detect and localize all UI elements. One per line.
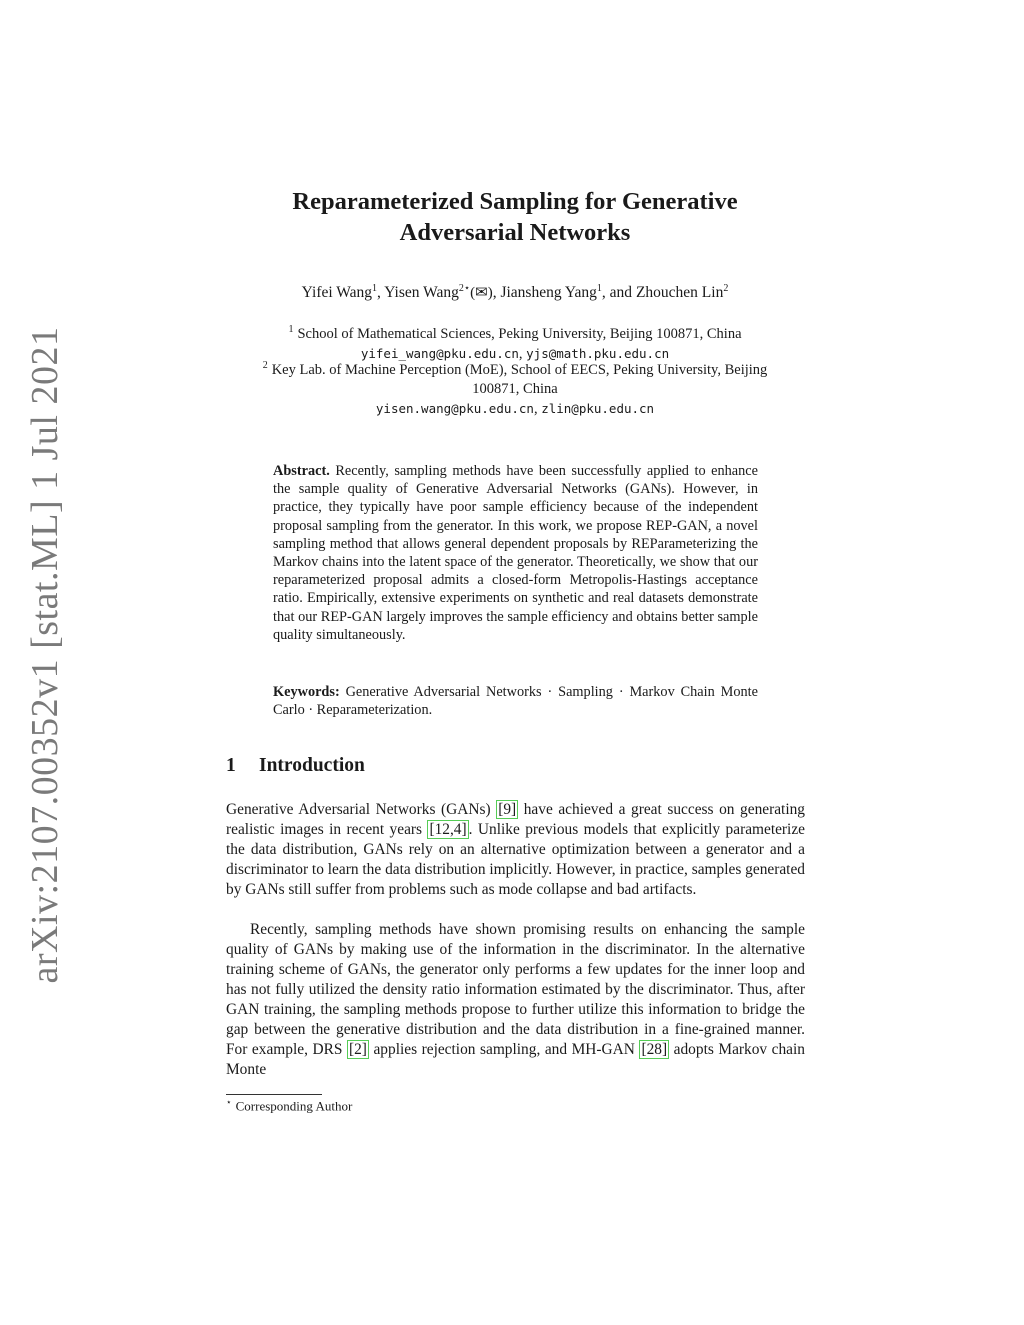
affiliation-text: Key Lab. of Machine Perception (MoE), School of EECS, Peking University, Beijing bbox=[271, 361, 768, 378]
footnote-text: Corresponding Author bbox=[235, 1098, 353, 1114]
body-text: applies rejection sampling, and MH-GAN bbox=[368, 1041, 640, 1058]
email-link[interactable]: yisen.wang@pku.edu.cn bbox=[375, 400, 534, 416]
footnote-symbol: ⋆ bbox=[226, 1097, 232, 1107]
intro-paragraph-2 bbox=[226, 920, 805, 1080]
arxiv-stamp: arXiv:2107.00352v1 [stat.ML] 1 Jul 2021 bbox=[24, 326, 66, 984]
intro-paragraph-1 bbox=[226, 800, 805, 900]
affiliation-1: $^1$ School of Mathematical Sciences, Peking University, Beijing 100871, China yifei_wang@pku.edu.cn, yjs@math.pku.edu.cn bbox=[288, 324, 742, 362]
author-sup: 2⋆ bbox=[458, 283, 471, 294]
abstract-label: Abstract. bbox=[273, 463, 330, 479]
email-link[interactable]: yifei_wang@pku.edu.cn bbox=[360, 345, 519, 361]
citation-link[interactable]: [2] bbox=[348, 1041, 367, 1058]
body-text: Generative Adversarial Networks (GANs) bbox=[226, 801, 497, 818]
author-and: , and bbox=[601, 284, 633, 302]
author-name: Zhouchen Lin bbox=[635, 284, 724, 302]
author-sup: 1 bbox=[596, 283, 602, 294]
abstract bbox=[273, 462, 758, 644]
paper-title bbox=[200, 186, 830, 248]
author-sup: 1 bbox=[372, 283, 378, 294]
keywords bbox=[273, 683, 758, 719]
section-heading bbox=[226, 755, 365, 777]
body-text: . Unlike previous models that explicitly parameterize the data distribution, GANs rely on an alternative optimization between a generator and a discriminator to learn the data distribution implicitly. However, in practice, samples generated by GANs still suffer from problems such as mode collapse and bad artifacts. bbox=[226, 821, 805, 898]
affiliation-2: $^2$ Key Lab. of Machine Perception (MoE), School of EECS, Peking University, Beijing 100871, China yisen.wang@pku.edu.cn, zlin@pku.edu.cn bbox=[220, 356, 810, 419]
citation-link[interactable]: [12,4] bbox=[429, 821, 467, 838]
affiliation-sup: 1 bbox=[288, 324, 294, 335]
title-line-2: Adversarial Networks bbox=[399, 219, 631, 246]
section-title: Introduction bbox=[259, 755, 365, 776]
author-list: Yifei Wang$^1$, Yisen Wang$^{2⋆}$(✉), Jiansheng Yang$^1$, and Zhouchen Lin$^2$ bbox=[301, 283, 729, 302]
email-link[interactable]: zlin@pku.edu.cn bbox=[541, 400, 655, 416]
body-text: have achieved a great success on generating realistic images in recent years bbox=[226, 801, 806, 838]
affiliation-sup: 2 bbox=[262, 360, 268, 371]
body-text: Recently, sampling methods have shown promising results on enhancing the sample quality of GANs by making use of the information in the discriminator. In the alternative training scheme of GANs, the generator only performs a few updates for the inner loop and has not fully utilized the density ratio information estimated by the discriminator. Thus, after GAN training, the sampling methods propose to further utilize this information to bridge the gap between the generative distribution and the data distribution in a fine-grained manner. For example, DRS bbox=[226, 921, 805, 1058]
abstract-text: Recently, sampling methods have been successfully applied to enhance the sample quality of Generative Adversarial Networks (GANs). However, in practice, they typically have poor sample efficiency because of the independent proposal sampling from the generator. In this work, we propose REP-GAN, a novel sampling method that allows general dependent proposals by REParameterizing the Markov chains into the latent space of the generator. Theoretically, we show that our reparameterized proposal admits a closed-form Metropolis-Hastings acceptance ratio. Empirically, extensive experiments on synthetic and real datasets demonstrate that our REP-GAN largely improves the sample efficiency and obtains better sample quality simultaneously. bbox=[273, 463, 758, 643]
author-name: Yifei Wang bbox=[301, 284, 373, 302]
citation-link[interactable]: [28] bbox=[641, 1041, 668, 1058]
body-text: adopts Markov chain Monte bbox=[226, 1041, 805, 1078]
email-link[interactable]: yjs@math.pku.edu.cn bbox=[526, 345, 670, 361]
author-sup: 2 bbox=[723, 283, 729, 294]
author-name: Jiansheng Yang bbox=[500, 284, 597, 302]
title-line-1: Reparameterized Sampling for Generative bbox=[292, 188, 738, 215]
affiliation-text: School of Mathematical Sciences, Peking University, Beijing 100871, China bbox=[297, 325, 742, 342]
author-name: Yisen Wang bbox=[384, 284, 459, 302]
keywords-label: Keywords: bbox=[273, 684, 340, 700]
mail-icon: (✉) bbox=[470, 285, 493, 302]
affiliation-text: 100871, China bbox=[472, 380, 558, 397]
keywords-text: Generative Adversarial Networks · Sampling · Markov Chain Monte Carlo · Reparameterization. bbox=[273, 684, 758, 719]
section-number: 1 bbox=[226, 755, 236, 776]
footnote-rule bbox=[226, 1094, 322, 1095]
footnote bbox=[226, 1097, 352, 1114]
citation-link[interactable]: [9] bbox=[498, 801, 517, 818]
